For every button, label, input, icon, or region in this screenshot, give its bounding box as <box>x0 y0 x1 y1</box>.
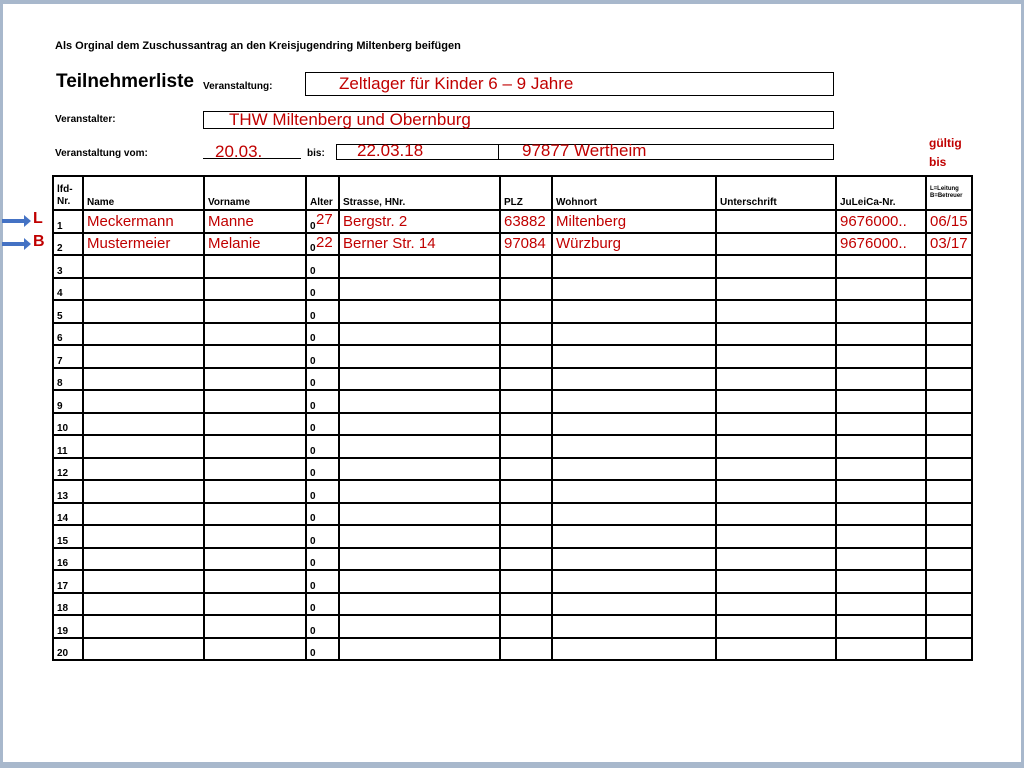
arrow-head-icon <box>24 215 31 227</box>
col-wohnort-cell[interactable] <box>552 278 716 301</box>
col-strasse-cell[interactable] <box>339 593 500 616</box>
col-alter-cell[interactable] <box>306 638 339 661</box>
page-title: Teilnehmerliste <box>56 71 194 92</box>
col-unterschrift-cell[interactable] <box>716 345 836 368</box>
col-wohnort-cell[interactable] <box>552 458 716 481</box>
window-frame-left <box>0 0 3 768</box>
col-vorname-cell[interactable] <box>204 390 306 413</box>
col-plz-cell[interactable] <box>500 278 552 301</box>
alter-printed-value: 0 <box>310 445 316 457</box>
col-juleica-cell[interactable]: 9676000.. <box>836 233 926 256</box>
alter-printed-value: 0 <box>310 603 316 614</box>
col-alter-cell[interactable] <box>306 323 339 346</box>
col-wohnort-cell[interactable] <box>552 548 716 571</box>
col-lfd-nr-cell: 2 <box>53 233 83 256</box>
col-alter-cell[interactable] <box>306 345 339 368</box>
col-juleica-cell[interactable] <box>836 503 926 526</box>
col-plz-cell[interactable]: 63882 <box>500 210 552 233</box>
col-rolle-cell[interactable] <box>926 503 972 526</box>
table-header-row <box>53 176 972 210</box>
col-unterschrift-cell[interactable] <box>716 458 836 481</box>
col-juleica-cell[interactable] <box>836 300 926 323</box>
col-strasse-cell[interactable] <box>339 323 500 346</box>
col-lfd-nr-cell: 9 <box>53 390 83 413</box>
location-value: 97877 Wertheim <box>522 141 647 160</box>
date-label: Veranstaltung vom: <box>55 148 148 159</box>
col-lfd-nr-cell: 14 <box>53 503 83 526</box>
date-to-label: bis: <box>307 148 325 159</box>
col-unterschrift-header: Unterschrift <box>716 176 836 210</box>
alter-printed-value: 0 <box>310 265 316 277</box>
col-alter-cell[interactable] <box>306 368 339 391</box>
col-lfd-nr-cell: 10 <box>53 413 83 436</box>
col-juleica-cell[interactable] <box>836 255 926 278</box>
alter-handwritten-value: 22 <box>316 233 333 251</box>
date-to-value: 22.03.18 <box>357 141 424 160</box>
col-plz-cell[interactable] <box>500 390 552 413</box>
table-row <box>53 570 972 593</box>
col-wohnort-cell[interactable]: Miltenberg <box>552 210 716 233</box>
date-from-field[interactable] <box>203 142 301 161</box>
col-name-cell[interactable] <box>83 615 204 638</box>
col-rolle-cell[interactable] <box>926 548 972 571</box>
col-juleica-cell[interactable] <box>836 435 926 458</box>
col-wohnort-cell[interactable] <box>552 615 716 638</box>
col-lfd-nr-cell: 11 <box>53 435 83 458</box>
col-rolle-cell[interactable] <box>926 593 972 616</box>
col-alter-cell[interactable] <box>306 278 339 301</box>
col-name-cell[interactable] <box>83 255 204 278</box>
col-name-cell[interactable] <box>83 503 204 526</box>
table-row <box>53 368 972 391</box>
col-strasse-cell[interactable] <box>339 615 500 638</box>
col-vorname-cell[interactable] <box>204 480 306 503</box>
col-wohnort-cell[interactable] <box>552 300 716 323</box>
col-strasse-cell[interactable] <box>339 638 500 661</box>
date-from-value: 20.03. <box>215 142 263 161</box>
alter-printed-value: 0 <box>310 400 316 412</box>
role-letter: L <box>33 210 43 228</box>
organizer-value: THW Miltenberg und Obernburg <box>229 110 471 129</box>
col-juleica-cell[interactable] <box>836 390 926 413</box>
col-rolle-cell[interactable] <box>926 435 972 458</box>
alter-printed-value: 0 <box>310 468 316 479</box>
alter-handwritten-value: 27 <box>316 211 333 228</box>
role-letter: B <box>33 232 45 250</box>
event-field[interactable] <box>305 72 834 96</box>
col-rolle-cell[interactable] <box>926 525 972 548</box>
col-wohnort-cell[interactable] <box>552 368 716 391</box>
col-rolle-cell[interactable] <box>926 255 972 278</box>
col-plz-cell[interactable] <box>500 323 552 346</box>
col-juleica-cell[interactable] <box>836 458 926 481</box>
col-unterschrift-cell[interactable] <box>716 390 836 413</box>
col-alter-cell[interactable] <box>306 503 339 526</box>
col-alter-cell[interactable] <box>306 570 339 593</box>
col-alter-cell[interactable] <box>306 525 339 548</box>
col-lfd-nr-cell: 19 <box>53 615 83 638</box>
col-vorname-cell[interactable] <box>204 255 306 278</box>
col-rolle-cell[interactable] <box>926 458 972 481</box>
col-vorname-cell[interactable] <box>204 525 306 548</box>
col-vorname-cell[interactable] <box>204 323 306 346</box>
table-row <box>53 458 972 481</box>
col-juleica-cell[interactable] <box>836 570 926 593</box>
col-plz-cell[interactable] <box>500 638 552 661</box>
col-alter-cell[interactable] <box>306 255 339 278</box>
col-plz-cell[interactable] <box>500 458 552 481</box>
role-marker-l <box>2 211 47 231</box>
col-rolle-cell[interactable] <box>926 368 972 391</box>
col-name-cell[interactable] <box>83 593 204 616</box>
col-plz-cell[interactable] <box>500 300 552 323</box>
col-lfd-nr-cell: 7 <box>53 345 83 368</box>
event-label: Veranstaltung: <box>203 81 273 92</box>
alter-printed-value: 0 <box>310 378 316 389</box>
col-juleica-cell[interactable] <box>836 480 926 503</box>
col-lfd-nr-cell: 4 <box>53 278 83 301</box>
col-rolle-cell[interactable] <box>926 615 972 638</box>
col-strasse-cell[interactable] <box>339 300 500 323</box>
col-name-cell[interactable]: Mustermeier <box>83 233 204 256</box>
arrow-head-icon <box>24 238 31 250</box>
col-lfd-nr-cell: 16 <box>53 548 83 571</box>
col-unterschrift-cell[interactable] <box>716 548 836 571</box>
col-rolle-cell[interactable] <box>926 345 972 368</box>
field-divider <box>498 145 499 159</box>
alter-printed-value: 0 <box>310 355 316 367</box>
col-plz-cell[interactable] <box>500 368 552 391</box>
col-vorname-cell[interactable]: Manne <box>204 210 306 233</box>
col-juleica-cell[interactable] <box>836 548 926 571</box>
col-unterschrift-cell[interactable] <box>716 638 836 661</box>
table-row <box>53 300 972 323</box>
table-row <box>53 525 972 548</box>
col-plz-cell[interactable] <box>500 615 552 638</box>
window-frame-top <box>0 0 1024 4</box>
col-wohnort-cell[interactable] <box>552 323 716 346</box>
col-vorname-cell[interactable] <box>204 345 306 368</box>
col-strasse-cell[interactable] <box>339 435 500 458</box>
table-row <box>53 435 972 458</box>
col-strasse-cell[interactable] <box>339 458 500 481</box>
col-lfd-nr-cell: 6 <box>53 323 83 346</box>
col-plz-header: PLZ <box>500 176 552 210</box>
col-rolle-cell[interactable] <box>926 480 972 503</box>
col-wohnort-cell[interactable] <box>552 390 716 413</box>
col-unterschrift-cell[interactable] <box>716 480 836 503</box>
table-row <box>53 593 972 616</box>
table-row <box>53 413 972 436</box>
col-lfd-nr-cell: 8 <box>53 368 83 391</box>
col-vorname-cell[interactable]: Melanie <box>204 233 306 256</box>
col-lfd-nr-cell: 13 <box>53 480 83 503</box>
col-juleica-cell[interactable] <box>836 413 926 436</box>
col-wohnort-cell[interactable] <box>552 413 716 436</box>
alter-printed-value: 0 <box>310 625 316 637</box>
col-wohnort-cell[interactable] <box>552 480 716 503</box>
col-unterschrift-cell[interactable] <box>716 210 836 233</box>
col-plz-cell[interactable] <box>500 548 552 571</box>
col-lfd-nr-cell: 18 <box>53 593 83 616</box>
role-marker-b <box>2 234 47 254</box>
col-name-cell[interactable] <box>83 570 204 593</box>
col-name-cell[interactable] <box>83 413 204 436</box>
col-name-cell[interactable] <box>83 278 204 301</box>
table-row <box>53 615 972 638</box>
col-strasse-cell[interactable] <box>339 548 500 571</box>
col-plz-cell[interactable] <box>500 480 552 503</box>
col-unterschrift-cell[interactable] <box>716 278 836 301</box>
col-vorname-header: Vorname <box>204 176 306 210</box>
col-alter-cell[interactable] <box>306 210 339 233</box>
col-vorname-cell[interactable] <box>204 593 306 616</box>
col-strasse-cell[interactable] <box>339 345 500 368</box>
col-name-cell[interactable] <box>83 525 204 548</box>
col-unterschrift-cell[interactable] <box>716 525 836 548</box>
col-strasse-cell[interactable] <box>339 480 500 503</box>
col-lfd-nr-cell: 12 <box>53 458 83 481</box>
alter-printed-value: 0 <box>310 333 316 344</box>
col-name-cell[interactable] <box>83 345 204 368</box>
alter-printed-value: 0 <box>310 580 316 592</box>
col-alter-cell[interactable] <box>306 458 339 481</box>
col-vorname-cell[interactable] <box>204 368 306 391</box>
col-name-cell[interactable] <box>83 548 204 571</box>
col-lfd-nr-cell: 20 <box>53 638 83 661</box>
col-juleica-cell[interactable] <box>836 345 926 368</box>
col-wohnort-cell[interactable] <box>552 525 716 548</box>
col-lfd-nr-header: lfd-Nr. <box>53 176 83 210</box>
col-unterschrift-cell[interactable] <box>716 593 836 616</box>
col-lfd-nr-cell: 1 <box>53 210 83 233</box>
table-row <box>53 323 972 346</box>
window-frame-bottom <box>0 762 1024 768</box>
col-strasse-cell[interactable]: Berner Str. 14 <box>339 233 500 256</box>
col-rolle-cell[interactable] <box>926 638 972 661</box>
col-juleica-cell[interactable] <box>836 638 926 661</box>
organizer-field[interactable] <box>203 111 834 129</box>
col-alter-header: Alter <box>306 176 339 210</box>
col-unterschrift-cell[interactable] <box>716 323 836 346</box>
col-alter-cell[interactable] <box>306 593 339 616</box>
col-name-cell[interactable] <box>83 638 204 661</box>
col-juleica-cell[interactable] <box>836 368 926 391</box>
table-row <box>53 638 972 661</box>
table-row <box>53 233 972 256</box>
col-strasse-header: Strasse, HNr. <box>339 176 500 210</box>
col-juleica-cell[interactable] <box>836 615 926 638</box>
col-wohnort-cell[interactable] <box>552 593 716 616</box>
col-unterschrift-cell[interactable] <box>716 300 836 323</box>
col-strasse-cell[interactable] <box>339 390 500 413</box>
col-name-cell[interactable] <box>83 458 204 481</box>
col-strasse-cell[interactable] <box>339 570 500 593</box>
col-vorname-cell[interactable] <box>204 413 306 436</box>
col-alter-cell[interactable] <box>306 615 339 638</box>
col-name-header: Name <box>83 176 204 210</box>
col-rolle-cell[interactable] <box>926 278 972 301</box>
col-plz-cell[interactable] <box>500 435 552 458</box>
col-strasse-cell[interactable] <box>339 368 500 391</box>
table-row <box>53 210 972 233</box>
col-rolle-header: L=Leitung B=Betreuer <box>926 176 972 210</box>
col-rolle-cell[interactable] <box>926 413 972 436</box>
participant-table <box>52 175 973 661</box>
col-unterschrift-cell[interactable] <box>716 368 836 391</box>
col-strasse-cell[interactable]: Bergstr. 2 <box>339 210 500 233</box>
col-juleica-cell[interactable] <box>836 525 926 548</box>
col-wohnort-cell[interactable]: Würzburg <box>552 233 716 256</box>
event-value: Zeltlager für Kinder 6 – 9 Jahre <box>339 74 574 93</box>
col-unterschrift-cell[interactable] <box>716 615 836 638</box>
table-row <box>53 503 972 526</box>
col-strasse-cell[interactable] <box>339 278 500 301</box>
table-row <box>53 255 972 278</box>
col-vorname-cell[interactable] <box>204 458 306 481</box>
col-strasse-cell[interactable] <box>339 503 500 526</box>
alter-printed-value: 0 <box>310 423 316 434</box>
col-plz-cell[interactable] <box>500 413 552 436</box>
alter-printed-value: 0 <box>310 310 316 322</box>
alter-printed-value: 0 <box>310 558 316 569</box>
col-name-cell[interactable] <box>83 368 204 391</box>
col-wohnort-cell[interactable] <box>552 638 716 661</box>
table-row <box>53 548 972 571</box>
col-juleica-cell[interactable] <box>836 278 926 301</box>
col-rolle-cell[interactable] <box>926 300 972 323</box>
alter-printed-value: 0 <box>310 535 316 547</box>
col-juleica-cell[interactable] <box>836 323 926 346</box>
alter-printed-value: 0 <box>310 220 316 232</box>
col-vorname-cell[interactable] <box>204 615 306 638</box>
col-unterschrift-cell[interactable] <box>716 255 836 278</box>
col-juleica-header: JuLeiCa-Nr. <box>836 176 926 210</box>
col-lfd-nr-cell: 3 <box>53 255 83 278</box>
col-vorname-cell[interactable] <box>204 548 306 571</box>
col-plz-cell[interactable] <box>500 570 552 593</box>
col-wohnort-cell[interactable] <box>552 435 716 458</box>
organizer-label: Veranstalter: <box>55 114 116 125</box>
col-alter-cell[interactable] <box>306 233 339 256</box>
col-strasse-cell[interactable] <box>339 413 500 436</box>
col-lfd-nr-cell: 5 <box>53 300 83 323</box>
col-rolle-cell[interactable] <box>926 570 972 593</box>
col-name-cell[interactable] <box>83 323 204 346</box>
table-row <box>53 480 972 503</box>
col-wohnort-cell[interactable] <box>552 503 716 526</box>
col-strasse-cell[interactable] <box>339 255 500 278</box>
valid-until-note: gültig bis <box>929 136 962 169</box>
col-alter-cell[interactable] <box>306 480 339 503</box>
alter-printed-value: 0 <box>310 513 316 524</box>
col-strasse-cell[interactable] <box>339 525 500 548</box>
col-juleica-cell[interactable] <box>836 593 926 616</box>
col-rolle-cell[interactable]: 03/17 <box>926 233 972 256</box>
col-plz-cell[interactable] <box>500 345 552 368</box>
col-wohnort-cell[interactable] <box>552 345 716 368</box>
col-plz-cell[interactable] <box>500 525 552 548</box>
col-juleica-cell[interactable]: 9676000.. <box>836 210 926 233</box>
col-lfd-nr-cell: 15 <box>53 525 83 548</box>
table-row <box>53 390 972 413</box>
col-lfd-nr-cell: 17 <box>53 570 83 593</box>
alter-printed-value: 0 <box>310 490 316 502</box>
col-alter-cell[interactable] <box>306 548 339 571</box>
col-wohnort-cell[interactable] <box>552 255 716 278</box>
col-alter-cell[interactable] <box>306 435 339 458</box>
col-name-cell[interactable] <box>83 300 204 323</box>
col-name-cell[interactable] <box>83 480 204 503</box>
col-unterschrift-cell[interactable] <box>716 570 836 593</box>
col-alter-cell[interactable] <box>306 300 339 323</box>
col-unterschrift-cell[interactable] <box>716 413 836 436</box>
date-to-field[interactable] <box>336 141 834 160</box>
table-row <box>53 345 972 368</box>
col-vorname-cell[interactable] <box>204 570 306 593</box>
alter-printed-value: 0 <box>310 648 316 659</box>
col-name-cell[interactable] <box>83 435 204 458</box>
col-rolle-cell[interactable] <box>926 323 972 346</box>
col-plz-cell[interactable] <box>500 255 552 278</box>
col-wohnort-header: Wohnort <box>552 176 716 210</box>
table-row <box>53 278 972 301</box>
col-rolle-cell[interactable]: 06/15 <box>926 210 972 233</box>
col-vorname-cell[interactable] <box>204 300 306 323</box>
col-unterschrift-cell[interactable] <box>716 435 836 458</box>
col-name-cell[interactable] <box>83 390 204 413</box>
col-plz-cell[interactable]: 97084 <box>500 233 552 256</box>
col-unterschrift-cell[interactable] <box>716 233 836 256</box>
instruction-note: Als Orginal dem Zuschussantrag an den Kreisjugendring Miltenberg beifügen <box>55 40 461 52</box>
col-vorname-cell[interactable] <box>204 278 306 301</box>
col-plz-cell[interactable] <box>500 593 552 616</box>
col-vorname-cell[interactable] <box>204 503 306 526</box>
col-plz-cell[interactable] <box>500 503 552 526</box>
col-wohnort-cell[interactable] <box>552 570 716 593</box>
col-alter-cell[interactable] <box>306 413 339 436</box>
alter-printed-value: 0 <box>310 288 316 299</box>
col-alter-cell[interactable] <box>306 390 339 413</box>
alter-printed-value: 0 <box>310 243 316 254</box>
col-rolle-cell[interactable] <box>926 390 972 413</box>
col-unterschrift-cell[interactable] <box>716 503 836 526</box>
col-vorname-cell[interactable] <box>204 435 306 458</box>
col-vorname-cell[interactable] <box>204 638 306 661</box>
arrow-icon <box>2 219 24 223</box>
arrow-icon <box>2 242 24 246</box>
col-name-cell[interactable]: Meckermann <box>83 210 204 233</box>
